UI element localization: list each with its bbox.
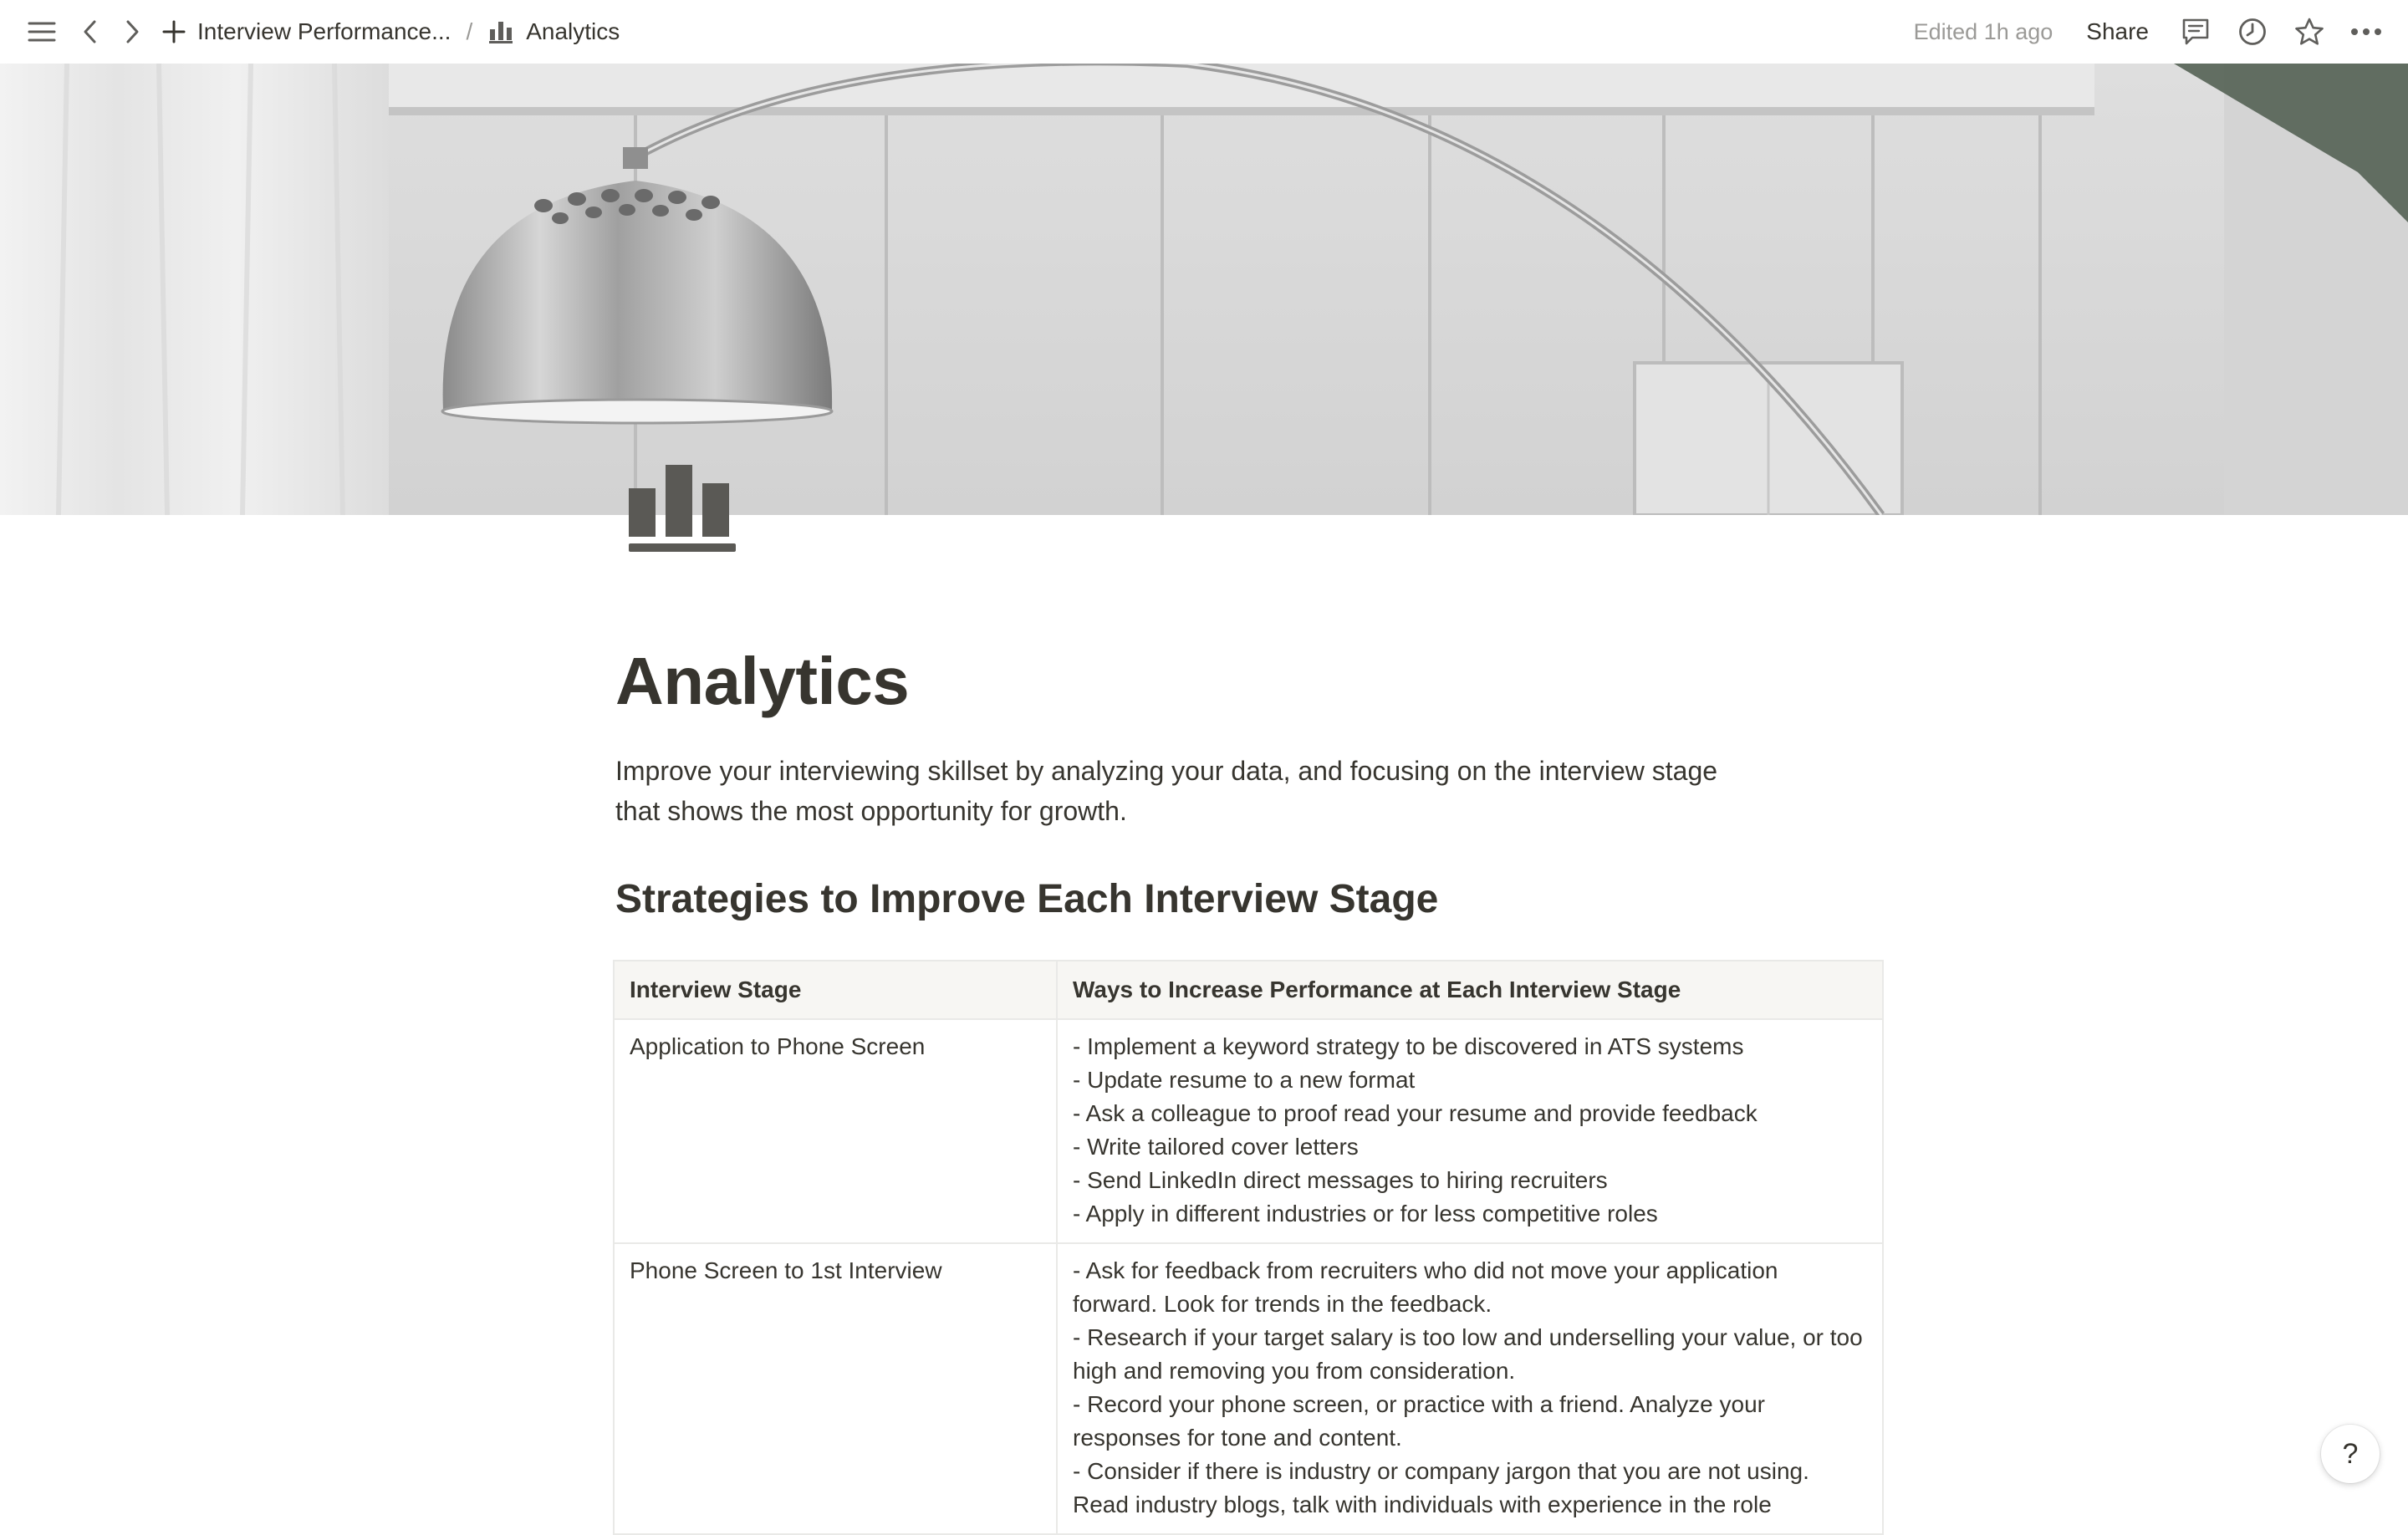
list-item: - Ask for feedback from recruiters who did not move your application forward. Look for trends in the feedback.: [1073, 1257, 1778, 1317]
list-item: - Write tailored cover letters: [1073, 1134, 1359, 1160]
list-item: - Apply in different industries or for less competitive roles: [1073, 1201, 1658, 1226]
menu-icon[interactable]: [23, 13, 60, 50]
page-description[interactable]: Improve your interviewing skillset by analyzing your data, and focusing on the interview stage that shows the most opportunity for growth.: [615, 756, 1718, 826]
breadcrumb-parent[interactable]: Interview Performance...: [197, 18, 452, 44]
column-header-stage[interactable]: Interview Stage: [614, 961, 1057, 1019]
stage-cell[interactable]: Phone Screen to 1st Interview: [614, 1243, 1057, 1534]
edited-timestamp: Edited 1h ago: [1913, 18, 2053, 44]
list-item: - Record your phone screen, or practice with a friend. Analyze your responses for tone and content.: [1073, 1391, 1765, 1451]
back-icon[interactable]: [72, 13, 109, 50]
strategies-table: [613, 960, 1884, 1535]
section-heading[interactable]: Strategies to Improve Each Interview Stage: [615, 877, 1439, 921]
top-bar: [0, 0, 2408, 64]
table-row: [614, 1019, 1883, 1243]
ways-cell[interactable]: [1057, 1019, 1883, 1243]
help-button[interactable]: ?: [2321, 1425, 2380, 1483]
stage-cell[interactable]: Application to Phone Screen: [614, 1019, 1057, 1243]
ways-cell[interactable]: [1057, 1243, 1883, 1534]
breadcrumb-current[interactable]: Analytics: [526, 18, 620, 44]
list-item: - Consider if there is industry or company jargon that you are not using. Read industry blogs, talk with individuals with experience in the role: [1073, 1458, 1809, 1517]
breadcrumb: [197, 18, 620, 45]
list-item: - Ask a colleague to proof read your resume and provide feedback: [1073, 1100, 1758, 1126]
page-content: [615, 635, 1886, 1535]
cover-image[interactable]: [0, 64, 2408, 515]
more-icon[interactable]: [2348, 13, 2385, 50]
bar-chart-icon: [487, 20, 514, 43]
share-button[interactable]: Share: [2086, 18, 2149, 44]
table-row: [614, 1243, 1883, 1534]
breadcrumb-separator: /: [466, 18, 473, 44]
forward-icon[interactable]: [114, 13, 150, 50]
star-icon[interactable]: [2291, 13, 2328, 50]
list-item: - Update resume to a new format: [1073, 1067, 1416, 1093]
list-item: - Send LinkedIn direct messages to hiring recruiters: [1073, 1167, 1608, 1193]
plus-icon[interactable]: [156, 13, 192, 50]
clock-icon[interactable]: [2234, 13, 2271, 50]
bar-chart-icon[interactable]: [625, 458, 739, 558]
column-header-ways[interactable]: Ways to Increase Performance at Each Interview Stage: [1057, 961, 1883, 1019]
table-header-row: [614, 961, 1883, 1019]
list-item: - Implement a keyword strategy to be discovered in ATS systems: [1073, 1033, 1744, 1059]
list-item: - Research if your target salary is too low and underselling your value, or too high and removing you from consideration.: [1073, 1324, 1863, 1384]
page-title[interactable]: Analytics: [615, 644, 910, 718]
comment-icon[interactable]: [2177, 13, 2214, 50]
